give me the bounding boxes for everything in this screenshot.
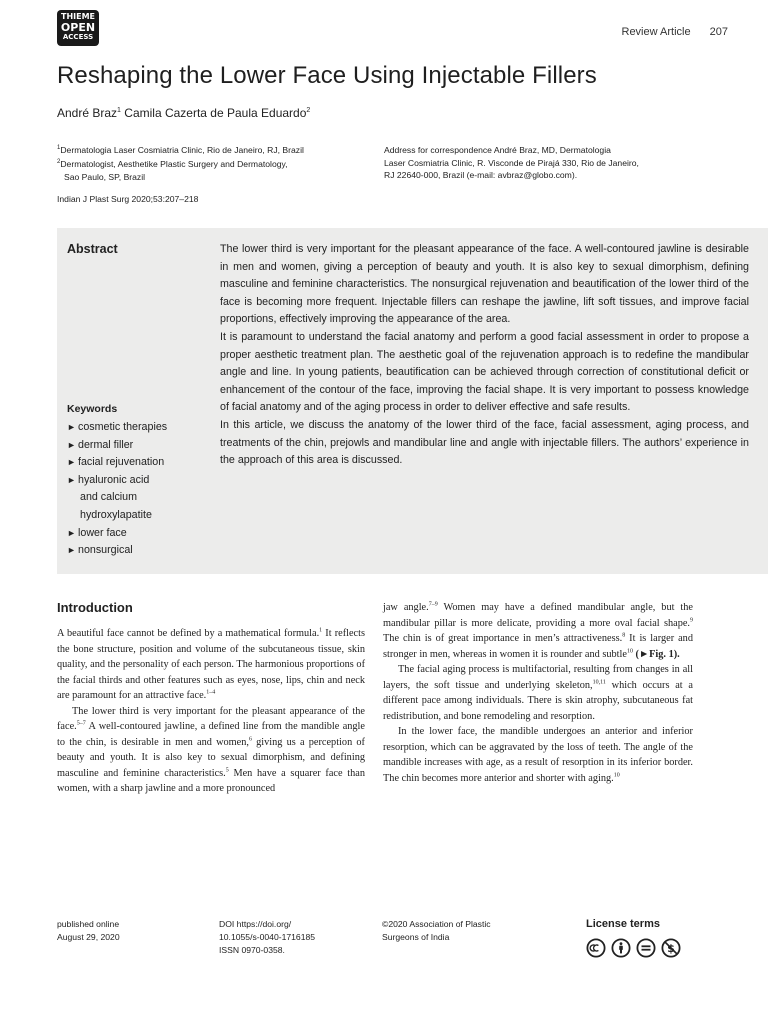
arrow-icon: ► [67,457,76,468]
body-paragraph: The lower third is very important for the pleasant appearance of the face.$^{5-7}$ A well-contoured jawline, a defined line from the mandible angle to the chin, is desirable in men and women,$^6$ giving us a perception of beauty and youth. It is also key to sexual dimorphism, and defining masculine and feminine characteristics.$^5$ Men have a squarer face than women, with a sharp jawline and a more pronounced [57,705,365,794]
author-affil-sup: 2 [306,107,311,114]
affiliation-2-cont: Sao Paulo, SP, Brazil [64,171,146,182]
creative-commons-badges[interactable] [586,938,681,958]
correspondence [384,144,714,182]
arrow-icon: ► [67,474,76,485]
journal-reference: Indian J Plast Surg 2020;53:207–218 [57,194,199,204]
footer-published: published online August 29, 2020 [57,919,120,942]
thieme-open-access-logo [57,10,99,46]
keyword-item: ► facial rejuvenation [67,454,167,472]
keyword-item: ► hyaluronic acid and calcium hydroxylapatite [67,473,152,521]
author-name: Camila Cazerta de Paula Eduardo [124,106,307,120]
body-paragraph: jaw angle.$^{7-9}$ Women may have a defined mandibular angle, but the mandibular pillar is more delicate, providing a more oval facial shape.$^9$ The chin is of great importance in men’s attractiveness.$^8$ It is larger and stronger in men, whereas in women it is rounder and subtle$^{10}$ (►Fig. 1). [383,601,693,660]
nc-icon [661,938,681,958]
body-paragraph: A beautiful face cannot be defined by a mathematical formula.$^1$ It reflects the bone structure, position and volume of the subcutaneous tissue, skin quality, and the personality of each person. The harmonious proportions of the facial thirds and other features such as eyes, nose, lips, chin and neck are paramount for an attractive face.$^{1-4}$ [57,627,365,701]
author-name: André Braz [57,106,118,120]
abstract-paragraph: In this article, we discuss the anatomy of the lower third of the face, facial assessment, aging process, and treatments of the chin, prejowls and mandibular line and angle with injectable fillers. The authors’ experience in the approach of this area is discussed. [220,418,749,467]
article-type: Review Article [621,26,691,38]
author-list [57,106,310,120]
section-heading-introduction: Introduction [57,600,133,615]
abstract-paragraph: The lower third is very important for the pleasant appearance of the face. A well-contoured jawline is desirable in men and women, giving a perception of beauty and youth. It is also key to sexual dimorphism, defining masculine and feminine characteristics. The nonsurgical rejuvenation and beautification of the lower third of the face is becoming more frequent. Injectable fillers can reshape the jawline, lift soft tissues, and improve facial proportions, effectively improving the appearance of the area. [220,243,749,326]
logo-line3: ACCESS [62,33,94,41]
affiliation-2: $^2$Dermatologist, Aesthetike Plastic Surgery and Dermatology, [57,159,288,170]
footer-doi [219,918,315,956]
keywords-heading: Keywords [67,403,118,415]
body-column-right [383,600,693,786]
affiliations [57,142,367,183]
arrow-icon: ► [67,439,76,450]
correspondence-line: Laser Cosmiatria Clinic, R. Visconde de Pirajá 330, Rio de Janeiro, [384,157,639,168]
footer-copyright: ©2020 Association of Plastic Surgeons of India [382,919,491,942]
abstract-paragraph: It is paramount to understand the facial anatomy and perform a good facial assessment in order to propose a proper aesthetic treatment plan. The aesthetic goal of the rejuvenation approach is to redefine the mandibular angle and line. In young patients, beautification can be achieved through correction of constitutional deficit or enhancement of the contour of the face, improving the facial shape. It is very important to possess knowledge of facial anatomy and of the aging process in order to deliver effective and safe results. [220,330,749,414]
body-column-left [57,626,365,797]
abstract-text [220,241,749,470]
keyword-list [67,419,167,560]
cc-icon [586,938,606,958]
keyword-item: ► lower face [67,525,167,543]
logo-line2: OPEN [60,21,96,34]
article-title: Reshaping the Lower Face Using Injectable Fillers [57,62,597,89]
by-icon [611,938,631,958]
abstract-box [57,228,768,574]
running-header [622,26,729,38]
arrow-icon: ► [67,422,76,432]
correspondence-line: Address for correspondence André Braz, MD, Dermatologia [384,145,611,155]
doi-link[interactable]: 10.1055/s-0040-1716185 [219,931,316,942]
keyword-item: ► cosmetic therapies [67,419,167,437]
correspondence-line: RJ 22640-000, Brazil (e-mail: avbraz@globo.com). [384,170,578,180]
issn: ISSN 0970-0358. [219,944,285,955]
license-terms-label[interactable]: License terms [586,918,660,930]
abstract-heading: Abstract [67,242,118,256]
keyword-item: ► nonsurgical [67,542,167,560]
body-paragraph: In the lower face, the mandible undergoes an anterior and inferior resorption, which can be aggravated by the loss of teeth. The angle of the mandible increases with age, as a result of resorption in its inferior border. The chin becomes more anterior and shorter with aging.$^{10}$ [383,726,693,784]
page-number: 207 [709,26,728,38]
keyword-item: ► dermal filler [67,437,167,455]
svg-text:$: $ [667,942,675,955]
affiliation-1: $^1$Dermatologia Laser Cosmiatria Clinic, Rio de Janeiro, RJ, Brazil [57,144,304,155]
figure-reference-link[interactable]: (►Fig. 1). [632,648,680,660]
logo-line1: THIEME [60,12,96,21]
author-affil-sup: 1 [117,107,121,114]
arrow-icon: ► [67,527,76,538]
doi-link[interactable]: DOI https://doi.org/ [219,919,292,929]
nd-icon [636,938,656,958]
body-paragraph: The facial aging process is multifactorial, resulting from changes in all layers, the soft tissue and underlying skeleton,$^{10,11}$ which occurs at a different pace among individuals. There is skin atrophy, subcutaneous fat redistribution, and bone remodeling and resorption. [383,664,693,722]
arrow-icon: ► [67,545,76,556]
